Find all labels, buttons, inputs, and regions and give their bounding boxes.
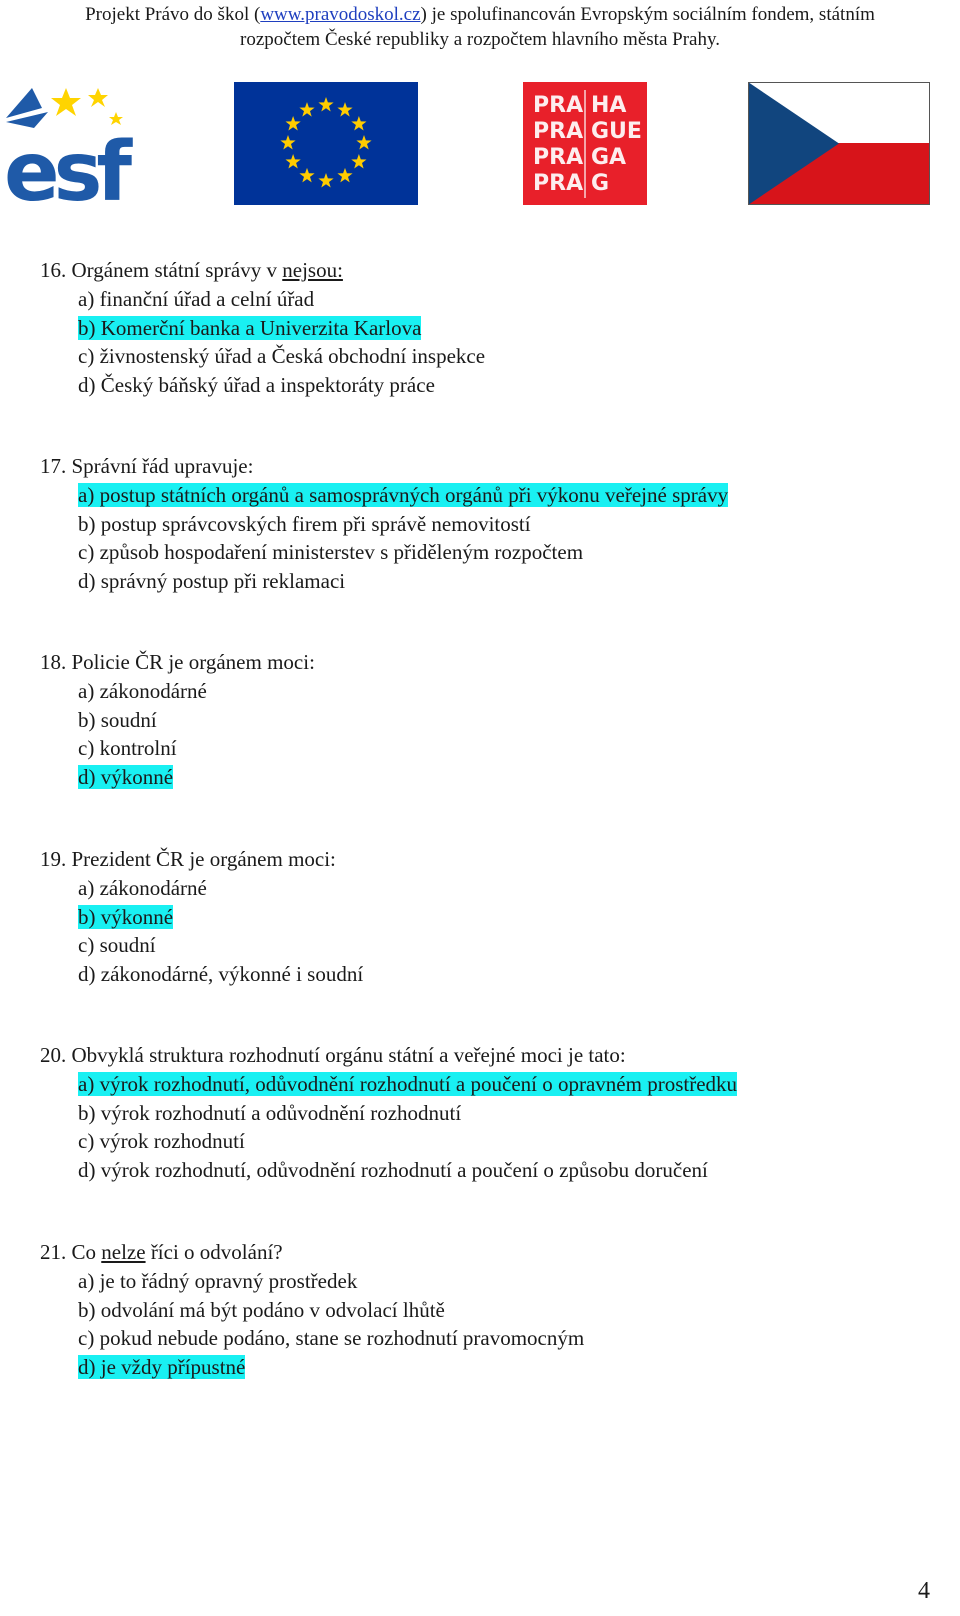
question-title — [40, 845, 363, 874]
answer-text: d) zákonodárné, výkonné i soudní — [78, 962, 364, 987]
answer-text: b) výrok rozhodnutí a odůvodnění rozhodnutí — [78, 1100, 462, 1125]
answer-option — [78, 677, 315, 706]
answer-option — [78, 285, 485, 314]
question-number: 16. — [40, 258, 67, 282]
question-number: 18. — [40, 650, 67, 674]
question-number: 21. — [40, 1240, 67, 1264]
funding-header — [0, 2, 960, 52]
answer-option — [78, 874, 363, 903]
praha-row3-left: PRA — [533, 145, 584, 170]
question-number: 19. — [40, 847, 67, 871]
question-17 — [40, 452, 728, 596]
correct-answer: b) Komerční banka a Univerzita Karlova — [78, 315, 422, 340]
answer-text: c) způsob hospodaření ministerstev s přiděleným rozpočtem — [78, 540, 584, 565]
answer-list — [78, 677, 315, 792]
answer-text: a) zákonodárné — [78, 875, 207, 900]
question-21 — [40, 1238, 584, 1382]
answer-list — [78, 285, 485, 400]
praha-row2-left: PRA — [533, 119, 584, 144]
answer-text: a) zákonodárné — [78, 678, 207, 703]
answer-option — [78, 1296, 584, 1325]
question-title — [40, 1041, 737, 1070]
answer-option — [78, 1070, 737, 1099]
question-text: Co — [71, 1240, 102, 1264]
eu-flag-logo — [234, 82, 418, 205]
praha-row1-left: PRA — [533, 93, 584, 118]
answer-option — [78, 903, 363, 932]
praha-row2-right: GUE — [591, 119, 642, 144]
question-text: Prezident ČR je orgánem moci: — [71, 847, 336, 871]
correct-answer: d) je vždy přípustné — [78, 1355, 246, 1380]
answer-option — [78, 706, 315, 735]
question-text: Orgánem státní správy v — [71, 258, 283, 282]
answer-text: a) je to řádný opravný prostředek — [78, 1268, 358, 1293]
page-number: 4 — [918, 1578, 930, 1604]
answer-option — [78, 481, 728, 510]
praha-logo — [523, 82, 647, 205]
answer-list — [78, 481, 728, 596]
correct-answer: a) výrok rozhodnutí, odůvodnění rozhodnutí a poučení o opravném prostředku — [78, 1071, 738, 1096]
question-18 — [40, 648, 315, 792]
answer-option — [78, 371, 485, 400]
header-text-end: ) je spolufinancován Evropským sociálním fondem, státním — [420, 4, 875, 25]
answer-text: c) výrok rozhodnutí — [78, 1129, 245, 1154]
answer-option — [78, 342, 485, 371]
answer-text: c) živnostenský úřad a Česká obchodní inspekce — [78, 344, 486, 369]
question-number: 17. — [40, 454, 67, 478]
answer-text: c) kontrolní — [78, 736, 177, 761]
czech-flag-logo — [748, 82, 930, 205]
question-text: Obvyklá struktura rozhodnutí orgánu státní a veřejné moci je tato: — [71, 1043, 626, 1067]
answer-option — [78, 1127, 737, 1156]
answer-option — [78, 1156, 737, 1185]
correct-answer: a) postup státních orgánů a samosprávných orgánů při výkonu veřejné správy — [78, 482, 729, 507]
esf-logo — [4, 82, 146, 207]
praha-row4-left: PRA — [533, 171, 584, 196]
question-16 — [40, 256, 485, 400]
answer-list — [78, 1070, 737, 1185]
answer-text: b) odvolání má být podáno v odvolací lhůtě — [78, 1297, 445, 1322]
correct-answer: d) výkonné — [78, 765, 174, 790]
answer-option — [78, 1353, 584, 1382]
question-text-end: říci o odvolání? — [145, 1240, 283, 1264]
question-text: Správní řád upravuje: — [71, 454, 254, 478]
answer-text: d) správný postup při reklamaci — [78, 569, 346, 594]
answer-text: d) Český báňský úřad a inspektoráty práce — [78, 373, 435, 398]
praha-row4-right: G — [591, 171, 610, 196]
esf-wordmark: esf — [4, 125, 127, 207]
answer-option — [78, 763, 315, 792]
answer-option — [78, 567, 728, 596]
header-line-1 — [0, 2, 960, 27]
answer-option — [78, 734, 315, 763]
question-text: Policie ČR je orgánem moci: — [71, 650, 315, 674]
answer-option — [78, 538, 728, 567]
answer-text: a) finanční úřad a celní úřad — [78, 286, 315, 311]
answer-option — [78, 1099, 737, 1128]
answer-list — [78, 1267, 584, 1382]
answer-text: d) výrok rozhodnutí, odůvodnění rozhodnutí a poučení o způsobu doručení — [78, 1158, 708, 1183]
question-20 — [40, 1041, 737, 1185]
question-emphasis: nelze — [101, 1240, 146, 1264]
answer-option — [78, 314, 485, 343]
answer-option — [78, 1267, 584, 1296]
answer-text: b) postup správcovských firem při správě nemovitostí — [78, 511, 531, 536]
header-line-2: rozpočtem České republiky a rozpočtem hlavního města Prahy. — [240, 29, 720, 50]
praha-row3-right: GA — [591, 145, 627, 170]
question-19 — [40, 845, 363, 989]
question-emphasis: nejsou: — [282, 258, 343, 282]
header-text-start: Projekt Právo do škol ( — [85, 4, 261, 25]
logo-bar — [0, 82, 960, 212]
praha-row1-right: HA — [591, 93, 627, 118]
answer-option — [78, 960, 363, 989]
answer-list — [78, 874, 363, 989]
answer-option — [78, 1324, 584, 1353]
answer-text: c) pokud nebude podáno, stane se rozhodnutí pravomocným — [78, 1326, 585, 1351]
correct-answer: b) výkonné — [78, 904, 174, 929]
answer-text: b) soudní — [78, 707, 157, 732]
question-title — [40, 1238, 584, 1267]
question-title — [40, 648, 315, 677]
project-website-link[interactable]: www.pravodoskol.cz — [260, 4, 421, 25]
question-title — [40, 256, 485, 285]
answer-option — [78, 931, 363, 960]
question-number: 20. — [40, 1043, 67, 1067]
question-title — [40, 452, 728, 481]
answer-text: c) soudní — [78, 933, 156, 958]
answer-option — [78, 510, 728, 539]
